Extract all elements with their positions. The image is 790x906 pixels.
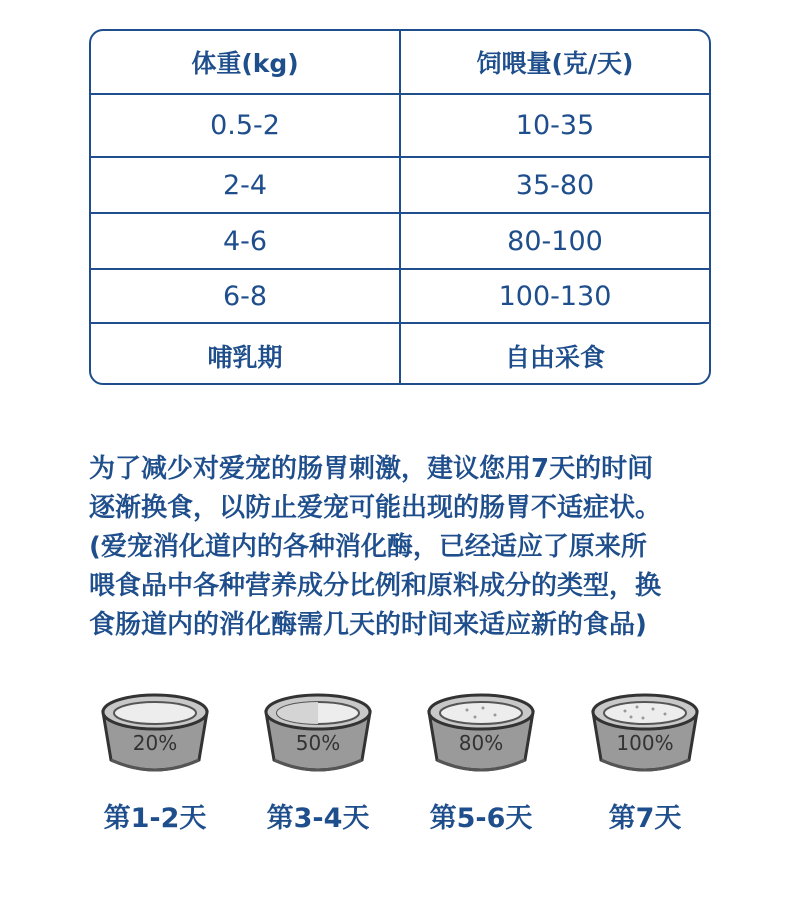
table-row [91, 323, 709, 385]
bowl-percent: 20% [132, 731, 178, 755]
food-bowl-icon [423, 690, 539, 776]
bowl-caption: 第7天 [608, 803, 682, 834]
amount-cell: 自由采食 [400, 323, 709, 385]
advice-line: 喂食品中各种营养成分比例和原料成分的类型，换 [89, 571, 662, 601]
bowl-percent: 50% [295, 731, 341, 755]
bowl-day-1-2 [80, 690, 230, 840]
table-header-row [91, 31, 709, 94]
advice-line: (爱宠消化道内的各种消化酶，已经适应了原来所 [89, 532, 647, 562]
feeding-table [89, 29, 711, 385]
amount-cell: 100-130 [400, 269, 709, 323]
bowl-caption: 第5-6天 [429, 803, 533, 834]
bowl-day-5-6 [406, 690, 556, 840]
weight-cell: 0.5-2 [91, 94, 400, 157]
header-weight: 体重(kg) [91, 31, 400, 94]
advice-line: 为了减少对爱宠的肠胃刺激，建议您用7天的时间 [89, 454, 654, 484]
food-bowl-icon [260, 690, 376, 776]
weight-cell: 哺乳期 [91, 323, 400, 385]
weight-cell: 6-8 [91, 269, 400, 323]
advice-line: 逐渐换食，以防止爱宠可能出现的肠胃不适症状。 [89, 493, 662, 523]
amount-cell: 10-35 [400, 94, 709, 157]
advice-line: 食肠道内的消化酶需几天的时间来适应新的食品) [89, 610, 647, 640]
bowl-day-7 [570, 690, 720, 840]
weight-cell: 4-6 [91, 213, 400, 269]
amount-cell: 80-100 [400, 213, 709, 269]
table-row [91, 213, 709, 269]
bowl-percent: 80% [458, 731, 504, 755]
food-bowl-icon [587, 690, 703, 776]
bowl-caption: 第1-2天 [103, 803, 207, 834]
table-row [91, 269, 709, 323]
weight-cell: 2-4 [91, 157, 400, 213]
transition-schedule [80, 690, 720, 840]
transition-advice [89, 450, 719, 645]
table-row [91, 157, 709, 213]
amount-cell: 35-80 [400, 157, 709, 213]
bowl-day-3-4 [243, 690, 393, 840]
table-row [91, 94, 709, 157]
bowl-caption: 第3-4天 [266, 803, 370, 834]
bowl-percent: 100% [616, 731, 674, 755]
food-bowl-icon [97, 690, 213, 776]
header-feeding-amount: 饲喂量(克/天) [400, 31, 709, 94]
